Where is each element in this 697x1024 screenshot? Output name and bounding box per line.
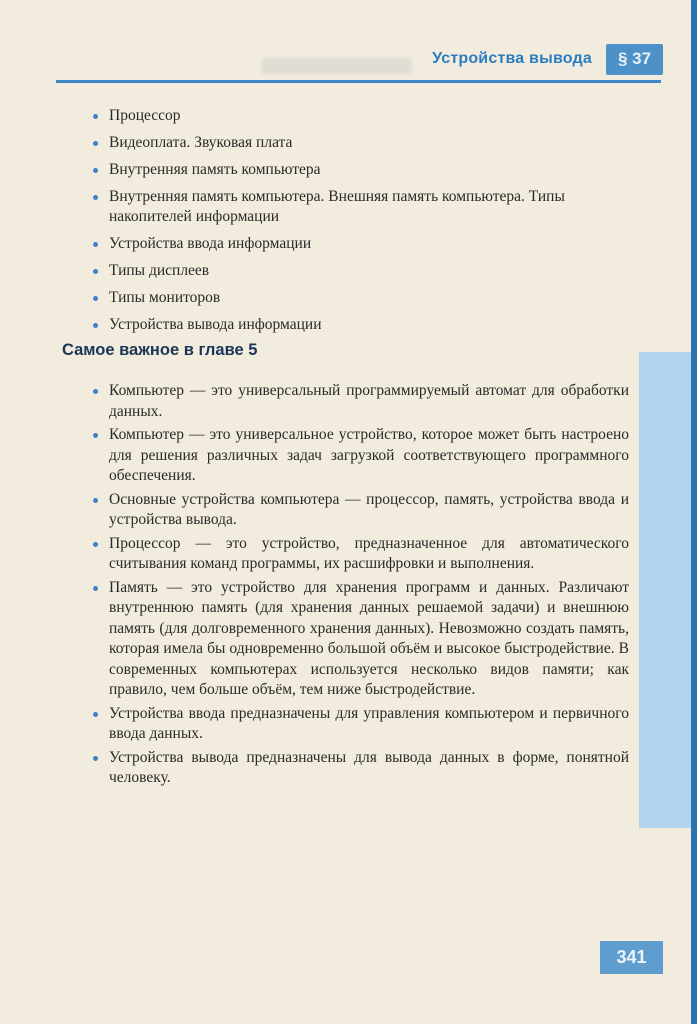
summary-item: Устройства ввода предназначены для управления компьютером и первичного ввода данных. <box>92 704 629 745</box>
summary-heading: Самое важное в главе 5 <box>62 341 258 359</box>
topic-item: Видеоплата. Звуковая плата <box>92 133 607 153</box>
page-header <box>0 42 663 76</box>
page-header-title: Устройства вывода <box>432 50 592 67</box>
summary-item: Компьютер — это универсальное устройство, которое может быть настроено для решения различных задач загрузкой соответствующего программного обеспечения. <box>92 425 629 487</box>
topic-item: Устройства ввода информации <box>92 234 607 254</box>
topic-item: Внутренняя память компьютера <box>92 160 607 180</box>
summary-item: Компьютер — это универсальный программируемый автомат для обработки данных. <box>92 381 629 422</box>
topic-item: Устройства вывода информации <box>92 315 607 335</box>
summary-item: Память — это устройство для хранения программ и данных. Различают внутреннюю память (для хранения данных решаемой задачи) и внешнюю память (для долговременного хранения данных). Невозможно создать память, которая имела бы одновременно большой объём и высокое быстродействие. В современных компьютерах используется несколько видов памяти; как правило, чем больше объём, тем ниже быстродействие. <box>92 578 629 701</box>
topics-list <box>92 106 607 342</box>
summary-item: Основные устройства компьютера — процессор, память, устройства ввода и устройства вывода. <box>92 490 629 531</box>
page-number: 341 <box>600 941 663 974</box>
summary-item: Устройства вывода предназначены для вывода данных в форме, понятной человеку. <box>92 748 629 789</box>
topic-item: Типы дисплеев <box>92 261 607 281</box>
topic-item: Типы мониторов <box>92 288 607 308</box>
header-divider <box>56 80 661 83</box>
section-number-badge: § 37 <box>606 44 663 75</box>
summary-list <box>92 381 629 792</box>
side-decoration-band <box>639 352 691 828</box>
topic-item: Процессор <box>92 106 607 126</box>
page-edge-strip <box>691 0 697 1024</box>
summary-item: Процессор — это устройство, предназначенное для автоматического считывания команд программы, их расшифровки и выполнения. <box>92 534 629 575</box>
topic-item: Внутренняя память компьютера. Внешняя память компьютера. Типы накопителей информации <box>92 187 607 227</box>
